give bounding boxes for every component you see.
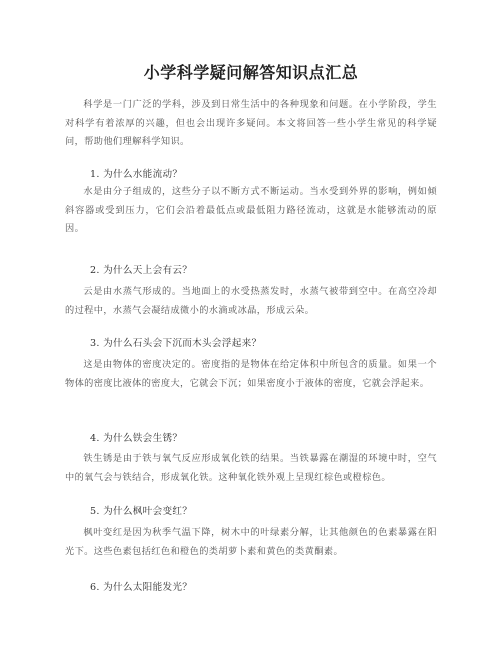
answer-paragraph: 水是由分子组成的，这些分子以不断方式不断运动。当水受到外界的影响，例如倾斜容器或受到压力，它们会沿着最低点或最低阻力路径流动，这就是水能够流动的原因。 — [65, 186, 437, 235]
question-title: 2. 为什么天上会有云？ — [90, 265, 193, 276]
question-title: 1. 为什么水能流动？ — [90, 169, 183, 180]
answer-paragraph: 铁生锈是由于铁与氧气反应形成氧化铁的结果。当铁暴露在潮湿的环境中时，空气中的氧气会与铁结合，形成氧化铁。这种氧化铁外观上呈现红棕色或橙棕色。 — [65, 453, 437, 483]
question-title: 6. 为什么太阳能发光？ — [90, 582, 193, 593]
answer-paragraph: 这是由物体的密度决定的。密度指的是物体在给定体积中所包含的质量。如果一个物体的密度比液体的密度大，它就会下沉；如果密度小于液体的密度，它就会浮起来。 — [65, 359, 437, 389]
answer-paragraph: 云是由水蒸气形成的。当地面上的水受热蒸发时，水蒸气被带到空中。在高空冷却的过程中，水蒸气会凝结成微小的水滴或冰晶，形成云朵。 — [65, 286, 437, 316]
page-title: 小学科学疑问解答知识点汇总 — [143, 63, 359, 82]
intro-paragraph: 科学是一门广泛的学科，涉及到日常生活中的各种现象和问题。在小学阶段，学生对科学有着浓厚的兴趣，但也会出现许多疑问。本文将回答一些小学生常见的科学疑问，帮助他们理解科学知识。 — [65, 99, 437, 148]
question-title: 3. 为什么石头会下沉而木头会浮起来？ — [90, 338, 262, 349]
question-title: 4. 为什么铁会生锈？ — [90, 433, 183, 444]
answer-paragraph: 枫叶变红是因为秋季气温下降，树木中的叶绿素分解，让其他颜色的色素暴露在阳光下。这些色素包括红色和橙色的类胡萝卜素和黄色的类黄酮素。 — [65, 527, 437, 557]
question-title: 5. 为什么枫叶会变红？ — [90, 506, 193, 517]
